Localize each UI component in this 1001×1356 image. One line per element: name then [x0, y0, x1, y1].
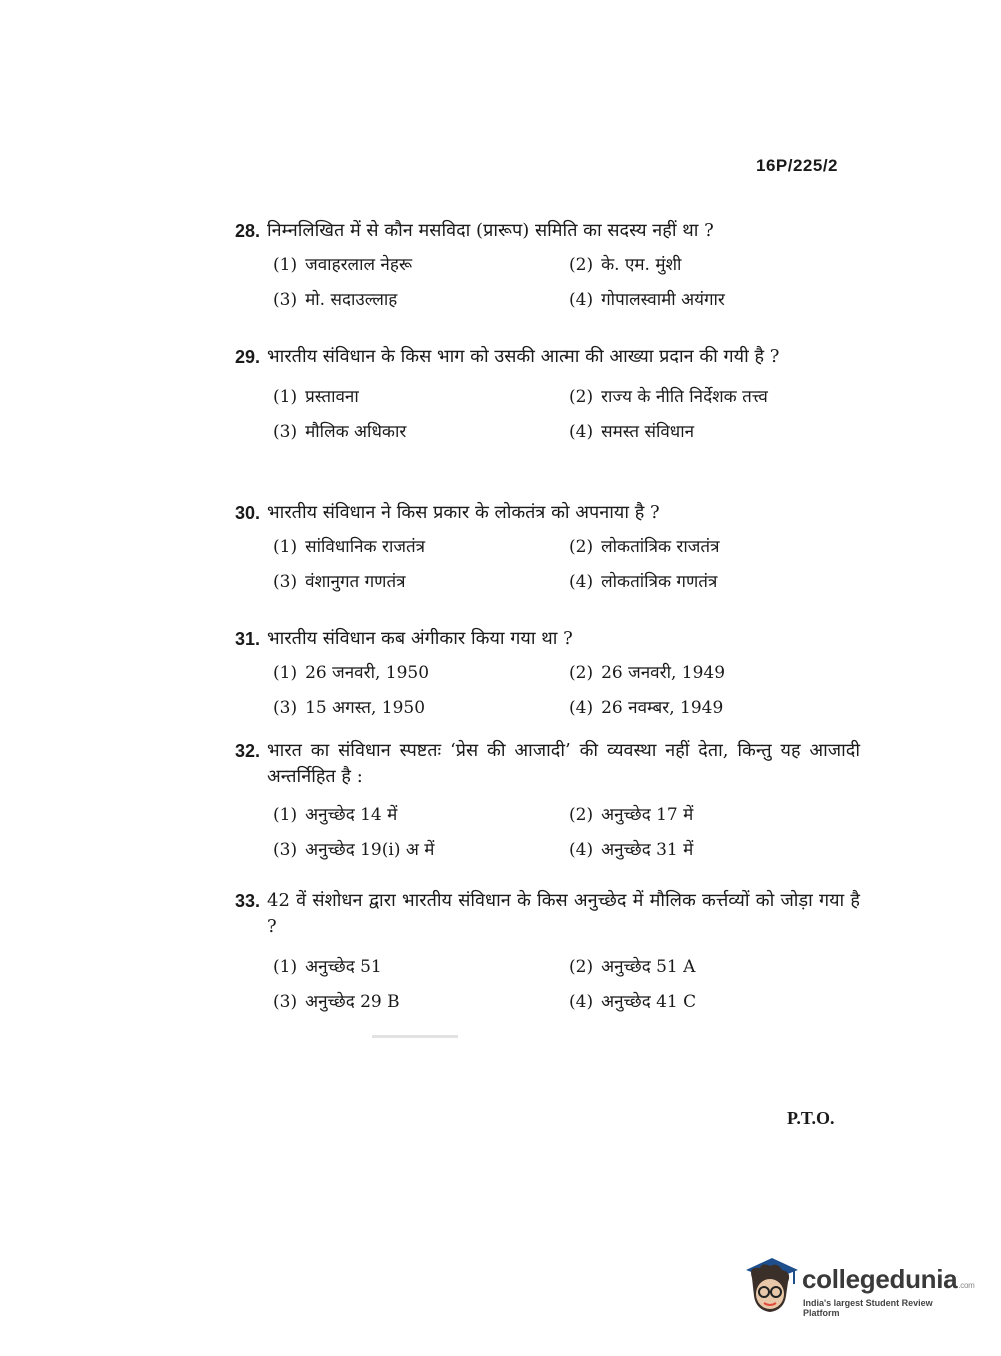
brand-name-text: collegedunia — [802, 1264, 958, 1294]
option — [569, 954, 865, 980]
question-text: भारत का संविधान स्पष्टतः ‘प्रेस की आजादी’ की व्यवस्था नहीं देता, किन्तु यह आजादी अन्तर्निहित है : — [267, 740, 860, 787]
question-28 — [235, 218, 860, 313]
question-number: 31. — [235, 629, 261, 649]
option-text: वंशानुगत गणतंत्र — [305, 572, 406, 592]
option-number: (2) — [569, 663, 594, 683]
question-30 — [235, 500, 860, 595]
option-number: (1) — [273, 957, 298, 977]
option-text: लोकतांत्रिक गणतंत्र — [601, 572, 718, 592]
option — [569, 534, 865, 560]
question-number: 28. — [235, 221, 261, 241]
question-number: 30. — [235, 503, 261, 523]
option — [273, 837, 569, 863]
option-number: (4) — [569, 992, 594, 1012]
question-29 — [235, 344, 860, 445]
option-number: (4) — [569, 572, 594, 592]
option-text: 26 जनवरी, 1949 — [601, 663, 726, 683]
option-number: (3) — [273, 992, 298, 1012]
option-number: (2) — [569, 957, 594, 977]
option-number: (3) — [273, 698, 298, 718]
option-text: अनुच्छेद 19(i) अ में — [305, 840, 435, 860]
options-list — [273, 954, 860, 1015]
option — [273, 660, 569, 686]
option-text: जवाहरलाल नेहरू — [305, 255, 413, 275]
option — [273, 989, 569, 1015]
question-number: 32. — [235, 741, 261, 761]
question-text: भारतीय संविधान कब अंगीकार किया गया था ? — [267, 628, 573, 649]
option-text: अनुच्छेद 14 में — [305, 805, 398, 825]
option — [273, 802, 569, 828]
option-number: (3) — [273, 840, 298, 860]
option — [273, 252, 569, 278]
option-text: समस्त संविधान — [601, 422, 695, 442]
option — [569, 695, 865, 721]
scan-smudge — [372, 1035, 458, 1038]
option — [273, 569, 569, 595]
option-text: अनुच्छेद 51 A — [601, 957, 696, 977]
paper-code: 16P/225/2 — [756, 156, 839, 175]
option-text: के. एम. मुंशी — [601, 255, 682, 275]
question-text: भारतीय संविधान ने किस प्रकार के लोकतंत्र को अपनाया है ? — [267, 502, 660, 523]
option — [273, 287, 569, 313]
option — [569, 419, 865, 445]
watermark-logo — [740, 1250, 975, 1320]
option-text: अनुच्छेद 17 में — [601, 805, 694, 825]
option-number: (4) — [569, 290, 594, 310]
option — [569, 384, 865, 410]
option — [569, 252, 865, 278]
brand-tagline: India's largest Student Review Platform — [803, 1298, 933, 1318]
option — [273, 534, 569, 560]
brand-name — [802, 1264, 974, 1295]
option-text: राज्य के नीति निर्देशक तत्त्व — [601, 387, 768, 407]
option-text: अनुच्छेद 31 में — [601, 840, 694, 860]
option-number: (3) — [273, 422, 298, 442]
option-number: (2) — [569, 387, 594, 407]
question-number: 33. — [235, 891, 261, 911]
option-number: (1) — [273, 387, 298, 407]
option-text: मौलिक अधिकार — [305, 422, 407, 442]
option — [569, 660, 865, 686]
option-number: (1) — [273, 255, 298, 275]
option — [569, 569, 865, 595]
option-text: प्रस्तावना — [305, 387, 359, 407]
option — [569, 989, 865, 1015]
question-text: निम्नलिखित में से कौन मसविदा (प्रारूप) समिति का सदस्य नहीं था ? — [267, 220, 714, 241]
option-number: (1) — [273, 537, 298, 557]
pto-label: P.T.O. — [787, 1108, 835, 1128]
question-text: भारतीय संविधान के किस भाग को उसकी आत्मा की आख्या प्रदान की गयी है ? — [267, 346, 780, 367]
option — [569, 802, 865, 828]
option-text: 26 नवम्बर, 1949 — [601, 698, 724, 718]
option — [273, 954, 569, 980]
option — [273, 695, 569, 721]
mascot-icon — [740, 1252, 802, 1316]
option — [569, 287, 865, 313]
brand-tld: .com — [958, 1281, 975, 1290]
option-number: (2) — [569, 805, 594, 825]
question-text: 42 वें संशोधन द्वारा भारतीय संविधान के किस अनुच्छेद में मौलिक कर्त्तव्यों को जोड़ा गया है ? — [267, 890, 860, 937]
option-number: (4) — [569, 698, 594, 718]
option-text: 15 अगस्त, 1950 — [305, 698, 426, 718]
option-text: 26 जनवरी, 1950 — [305, 663, 430, 683]
option-text: अनुच्छेद 51 — [305, 957, 382, 977]
option-number: (2) — [569, 537, 594, 557]
options-list — [273, 384, 860, 445]
option-number: (3) — [273, 572, 298, 592]
option-text: मो. सदाउल्लाह — [305, 290, 398, 310]
option-number: (1) — [273, 663, 298, 683]
options-list — [273, 660, 860, 721]
option — [273, 419, 569, 445]
options-list — [273, 252, 860, 313]
option-text: अनुच्छेद 29 B — [305, 992, 400, 1012]
option-number: (4) — [569, 840, 594, 860]
option-number: (3) — [273, 290, 298, 310]
option-text: सांविधानिक राजतंत्र — [305, 537, 426, 557]
option-number: (1) — [273, 805, 298, 825]
option-number: (4) — [569, 422, 594, 442]
option — [569, 837, 865, 863]
option-number: (2) — [569, 255, 594, 275]
question-31 — [235, 626, 860, 721]
question-33 — [235, 888, 860, 1015]
option-text: गोपालस्वामी अयंगार — [601, 290, 725, 310]
option-text: अनुच्छेद 41 C — [601, 992, 697, 1012]
question-32 — [235, 738, 860, 863]
question-number: 29. — [235, 347, 261, 367]
option — [273, 384, 569, 410]
options-list — [273, 534, 860, 595]
option-text: लोकतांत्रिक राजतंत्र — [601, 537, 720, 557]
options-list — [273, 802, 860, 863]
